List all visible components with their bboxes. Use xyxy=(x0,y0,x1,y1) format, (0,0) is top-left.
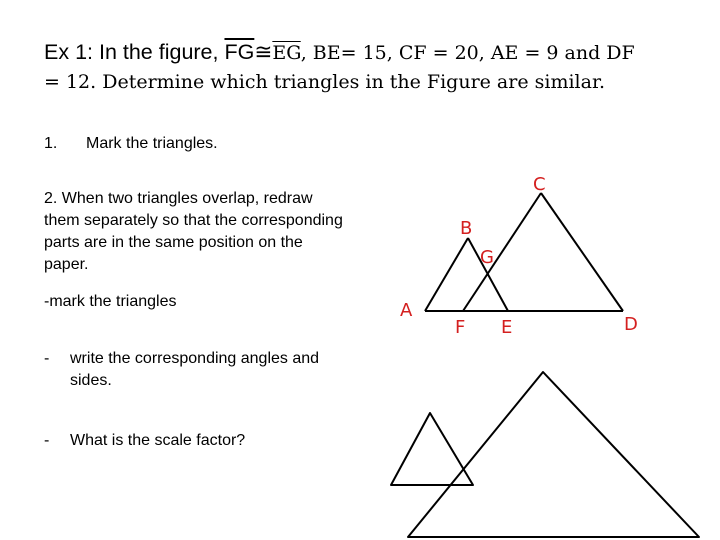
problem-givens: , BE= 15, CF = 20, AE = 9 and DF xyxy=(300,42,635,64)
segment-eg: $\overline{EG}$ xyxy=(272,42,301,64)
bullet-1-dash: - xyxy=(44,350,50,367)
problem-prefix: Ex 1: In the figure, xyxy=(44,40,225,64)
step-1-text: Mark the triangles. xyxy=(86,135,218,152)
bullet-2-text: What is the scale factor? xyxy=(70,432,246,449)
label-d: D xyxy=(624,314,638,335)
large-triangle xyxy=(408,372,699,537)
label-f: F xyxy=(455,317,466,338)
label-c: C xyxy=(533,174,546,195)
segment-fg: $\overline{FG}$ xyxy=(224,40,255,64)
step-1-number: 1. xyxy=(44,135,58,152)
label-e: E xyxy=(501,317,513,338)
label-b: B xyxy=(460,218,473,239)
segment-cd xyxy=(541,193,623,311)
label-a: A xyxy=(400,300,413,321)
label-g: G xyxy=(480,247,494,268)
step-2-text: 2. When two triangles overlap, redraw them separately so that the corresponding parts are in the same position on the paper. xyxy=(44,190,343,273)
bullet-2-dash: - xyxy=(44,432,50,449)
small-triangle xyxy=(391,413,473,485)
bullet-1-text: write the corresponding angles and sides. xyxy=(70,350,320,389)
congruent-symbol: ≅ xyxy=(254,40,273,64)
problem-line-2: = 12. Determine which triangles in the Figure are similar. xyxy=(44,71,605,93)
step-2-sub: -mark the triangles xyxy=(44,293,177,310)
segment-ab xyxy=(425,238,468,311)
